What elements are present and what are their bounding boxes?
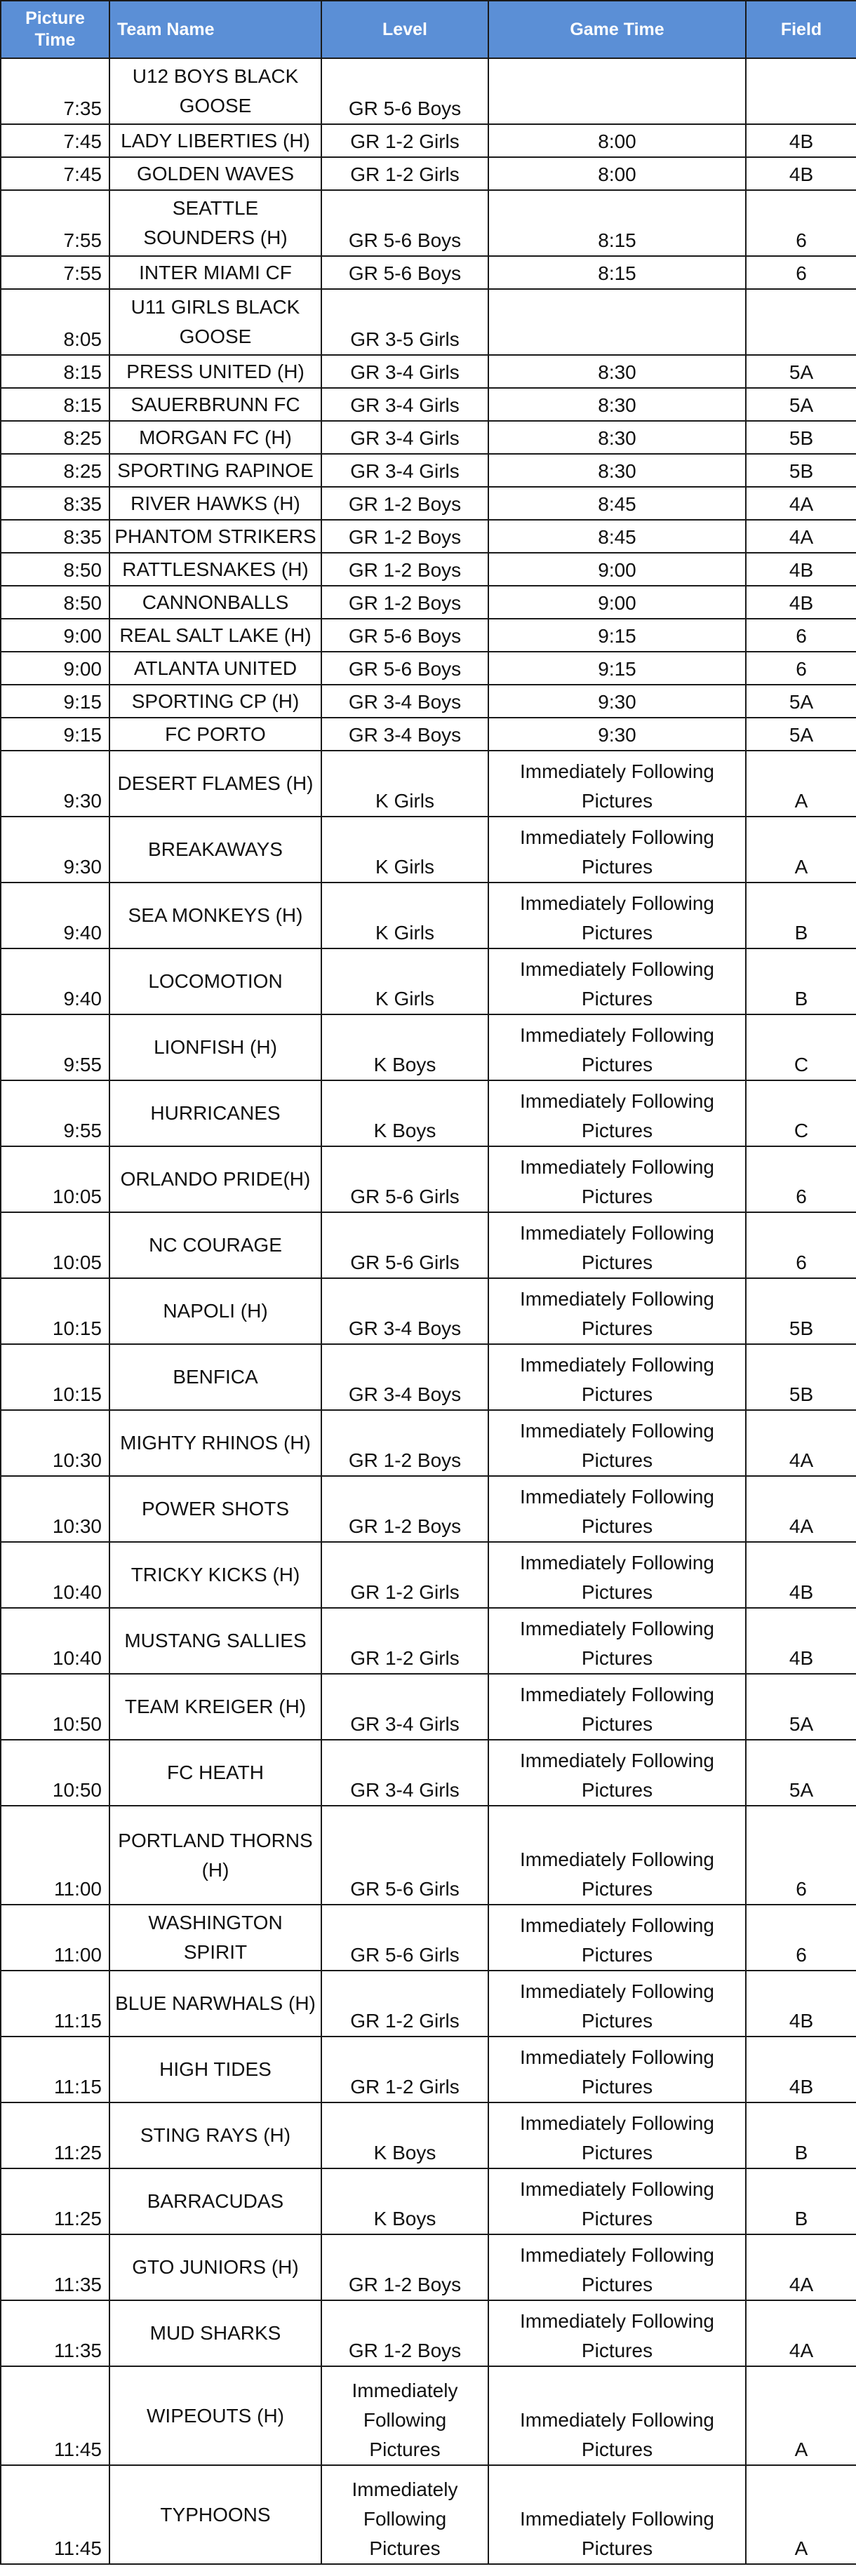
level-cell: GR 3-4 Boys [321, 718, 488, 751]
level-cell: GR 5-6 Boys [321, 652, 488, 685]
field-cell: 4B [746, 2037, 856, 2102]
game-time-cell: Immediately Following Pictures [488, 1806, 746, 1905]
field-cell: B [746, 883, 856, 948]
game-time-cell: Immediately Following Pictures [488, 1542, 746, 1608]
table-row [1, 2465, 856, 2564]
level-cell: GR 5-6 Girls [321, 1806, 488, 1905]
game-time-cell: 8:45 [488, 487, 746, 520]
team-name-cell: FC HEATH [109, 1740, 321, 1806]
field-cell: C [746, 1014, 856, 1080]
picture-time-cell: 9:40 [1, 948, 109, 1014]
team-name-cell: WASHINGTON SPIRIT [109, 1905, 321, 1971]
table-row [1, 1674, 856, 1740]
level-cell: GR 3-4 Girls [321, 454, 488, 487]
level-cell: GR 3-4 Girls [321, 355, 488, 388]
picture-time-cell: 9:40 [1, 883, 109, 948]
team-name-cell: GOLDEN WAVES [109, 157, 321, 190]
level-cell: GR 3-4 Girls [321, 388, 488, 421]
level-cell: K Boys [321, 1014, 488, 1080]
field-cell: 4A [746, 520, 856, 553]
level-cell: GR 3-4 Boys [321, 685, 488, 718]
team-name-cell: HURRICANES [109, 1080, 321, 1146]
field-cell: B [746, 2102, 856, 2168]
field-cell: 4B [746, 553, 856, 586]
table-row [1, 1212, 856, 1278]
team-name-cell: MUSTANG SALLIES [109, 1608, 321, 1674]
field-cell: 4B [746, 586, 856, 619]
game-time-cell: 8:00 [488, 157, 746, 190]
picture-time-cell: 10:40 [1, 1542, 109, 1608]
table-row [1, 817, 856, 883]
team-name-cell: REAL SALT LAKE (H) [109, 619, 321, 652]
picture-time-cell: 7:45 [1, 124, 109, 157]
team-name-cell: PRESS UNITED (H) [109, 355, 321, 388]
table-row [1, 619, 856, 652]
table-row [1, 718, 856, 751]
table-row [1, 2037, 856, 2102]
picture-time-cell: 11:35 [1, 2234, 109, 2300]
field-cell: 4B [746, 157, 856, 190]
picture-time-cell: 11:25 [1, 2168, 109, 2234]
field-cell: A [746, 751, 856, 817]
picture-time-cell: 11:15 [1, 2037, 109, 2102]
team-name-cell: PHANTOM STRIKERS [109, 520, 321, 553]
field-cell: A [746, 817, 856, 883]
level-cell: K Boys [321, 2168, 488, 2234]
team-name-cell: BLUE NARWHALS (H) [109, 1971, 321, 2037]
game-time-cell: Immediately Following Pictures [488, 2366, 746, 2465]
picture-time-cell: 7:55 [1, 190, 109, 256]
field-cell: A [746, 2465, 856, 2564]
picture-time-cell: 10:30 [1, 1410, 109, 1476]
field-cell [746, 289, 856, 355]
team-name-cell: HIGH TIDES [109, 2037, 321, 2102]
picture-time-cell: 10:05 [1, 1212, 109, 1278]
picture-time-cell: 8:15 [1, 388, 109, 421]
field-cell: 4A [746, 2300, 856, 2366]
picture-time-cell: 9:55 [1, 1014, 109, 1080]
game-time-cell: 8:00 [488, 124, 746, 157]
picture-time-cell: 9:00 [1, 619, 109, 652]
level-cell: GR 3-4 Girls [321, 1674, 488, 1740]
level-cell: K Girls [321, 883, 488, 948]
field-cell: 5B [746, 1344, 856, 1410]
table-row [1, 1608, 856, 1674]
picture-time-cell: 9:55 [1, 1080, 109, 1146]
game-time-cell: Immediately Following Pictures [488, 1014, 746, 1080]
team-name-cell: BENFICA [109, 1344, 321, 1410]
picture-time-cell: 8:35 [1, 520, 109, 553]
level-cell: GR 3-4 Girls [321, 1740, 488, 1806]
level-cell: GR 3-4 Boys [321, 1344, 488, 1410]
team-name-cell: SAUERBRUNN FC [109, 388, 321, 421]
field-cell: 4B [746, 124, 856, 157]
level-cell: Immediately Following Pictures [321, 2465, 488, 2564]
table-row [1, 421, 856, 454]
team-name-cell: LOCOMOTION [109, 948, 321, 1014]
game-time-cell: Immediately Following Pictures [488, 1410, 746, 1476]
game-time-cell [488, 58, 746, 124]
table-row [1, 948, 856, 1014]
field-cell: 4A [746, 1476, 856, 1542]
game-time-cell: Immediately Following Pictures [488, 2465, 746, 2564]
table-body [1, 58, 856, 2564]
team-name-cell: BREAKAWAYS [109, 817, 321, 883]
game-time-cell: 8:45 [488, 520, 746, 553]
table-row [1, 652, 856, 685]
level-cell: GR 1-2 Boys [321, 586, 488, 619]
team-name-cell: U12 BOYS BLACK GOOSE [109, 58, 321, 124]
picture-time-cell: 8:50 [1, 586, 109, 619]
level-cell: GR 3-4 Girls [321, 421, 488, 454]
table-row [1, 2234, 856, 2300]
field-cell: 5B [746, 454, 856, 487]
field-cell: 4A [746, 487, 856, 520]
game-time-cell: Immediately Following Pictures [488, 1608, 746, 1674]
table-row [1, 157, 856, 190]
picture-time-cell: 11:45 [1, 2465, 109, 2564]
picture-time-cell: 7:45 [1, 157, 109, 190]
table-row [1, 454, 856, 487]
team-name-cell: POWER SHOTS [109, 1476, 321, 1542]
team-name-cell: LIONFISH (H) [109, 1014, 321, 1080]
team-name-cell: NAPOLI (H) [109, 1278, 321, 1344]
picture-time-header: Picture Time [1, 1, 109, 58]
table-row [1, 1410, 856, 1476]
table-row [1, 388, 856, 421]
field-cell: 6 [746, 652, 856, 685]
level-cell: Immediately Following Pictures [321, 2366, 488, 2465]
field-cell: 6 [746, 190, 856, 256]
field-cell: 5A [746, 355, 856, 388]
team-name-cell: CANNONBALLS [109, 586, 321, 619]
field-cell: B [746, 2168, 856, 2234]
game-time-cell: Immediately Following Pictures [488, 1674, 746, 1740]
table-row [1, 883, 856, 948]
team-name-cell: BARRACUDAS [109, 2168, 321, 2234]
level-cell: GR 1-2 Boys [321, 2300, 488, 2366]
table-row [1, 1740, 856, 1806]
field-cell: 5B [746, 421, 856, 454]
level-cell: GR 1-2 Girls [321, 1971, 488, 2037]
header-row [1, 1, 856, 58]
team-name-cell: TYPHOONS [109, 2465, 321, 2564]
team-name-cell: MIGHTY RHINOS (H) [109, 1410, 321, 1476]
picture-time-cell: 10:50 [1, 1740, 109, 1806]
table-row [1, 2300, 856, 2366]
table-row [1, 190, 856, 256]
game-time-cell: Immediately Following Pictures [488, 1905, 746, 1971]
field-cell: 5A [746, 388, 856, 421]
picture-time-cell: 10:50 [1, 1674, 109, 1740]
picture-time-cell: 8:35 [1, 487, 109, 520]
field-cell [746, 58, 856, 124]
field-cell: 4B [746, 1542, 856, 1608]
picture-time-cell: 9:30 [1, 817, 109, 883]
table-header [1, 1, 856, 58]
level-cell: GR 1-2 Girls [321, 157, 488, 190]
field-cell: 5B [746, 1278, 856, 1344]
game-time-cell: 8:30 [488, 421, 746, 454]
level-cell: GR 5-6 Boys [321, 256, 488, 289]
picture-time-cell: 7:55 [1, 256, 109, 289]
game-time-cell: 8:30 [488, 355, 746, 388]
table-row [1, 685, 856, 718]
team-name-cell: INTER MIAMI CF [109, 256, 321, 289]
level-cell: GR 5-6 Girls [321, 1146, 488, 1212]
game-time-cell: Immediately Following Pictures [488, 1344, 746, 1410]
field-header: Field [746, 1, 856, 58]
picture-time-cell: 8:50 [1, 553, 109, 586]
level-cell: GR 1-2 Boys [321, 2234, 488, 2300]
level-cell: GR 1-2 Girls [321, 2037, 488, 2102]
team-name-cell: MUD SHARKS [109, 2300, 321, 2366]
team-name-cell: DESERT FLAMES (H) [109, 751, 321, 817]
picture-time-cell: 10:05 [1, 1146, 109, 1212]
table-row [1, 1146, 856, 1212]
level-header: Level [321, 1, 488, 58]
table-row [1, 1344, 856, 1410]
game-time-cell: Immediately Following Pictures [488, 1212, 746, 1278]
level-cell: GR 3-4 Boys [321, 1278, 488, 1344]
picture-time-cell: 10:30 [1, 1476, 109, 1542]
team-name-cell: TRICKY KICKS (H) [109, 1542, 321, 1608]
game-time-cell: Immediately Following Pictures [488, 1146, 746, 1212]
picture-time-cell: 9:00 [1, 652, 109, 685]
team-name-cell: RATTLESNAKES (H) [109, 553, 321, 586]
team-name-cell: ORLANDO PRIDE(H) [109, 1146, 321, 1212]
game-time-cell: Immediately Following Pictures [488, 1278, 746, 1344]
field-cell: 5A [746, 1674, 856, 1740]
table-row [1, 1905, 856, 1971]
picture-time-cell: 9:30 [1, 751, 109, 817]
field-cell: 5A [746, 685, 856, 718]
team-name-header: Team Name [109, 1, 321, 58]
game-time-cell: Immediately Following Pictures [488, 883, 746, 948]
game-time-cell: Immediately Following Pictures [488, 2102, 746, 2168]
game-time-cell: 8:30 [488, 388, 746, 421]
picture-time-cell: 11:15 [1, 1971, 109, 2037]
team-name-cell: GTO JUNIORS (H) [109, 2234, 321, 2300]
field-cell: 4B [746, 1971, 856, 2037]
table-row [1, 1806, 856, 1905]
level-cell: GR 1-2 Boys [321, 553, 488, 586]
game-time-cell: Immediately Following Pictures [488, 1971, 746, 2037]
game-time-cell: 9:00 [488, 586, 746, 619]
picture-time-cell: 8:05 [1, 289, 109, 355]
game-time-cell: Immediately Following Pictures [488, 2037, 746, 2102]
table-row [1, 487, 856, 520]
level-cell: GR 5-6 Boys [321, 190, 488, 256]
game-time-cell: 8:15 [488, 256, 746, 289]
table-row [1, 586, 856, 619]
picture-time-cell: 11:35 [1, 2300, 109, 2366]
team-name-cell: WIPEOUTS (H) [109, 2366, 321, 2465]
game-time-cell: Immediately Following Pictures [488, 2234, 746, 2300]
team-name-cell: ATLANTA UNITED [109, 652, 321, 685]
level-cell: K Girls [321, 817, 488, 883]
field-cell: 6 [746, 256, 856, 289]
table-row [1, 2102, 856, 2168]
picture-time-cell: 9:15 [1, 685, 109, 718]
field-cell: 6 [746, 1905, 856, 1971]
table-row [1, 256, 856, 289]
level-cell: K Boys [321, 2102, 488, 2168]
team-name-cell: STING RAYS (H) [109, 2102, 321, 2168]
level-cell: GR 5-6 Boys [321, 58, 488, 124]
table-row [1, 58, 856, 124]
game-time-cell: 9:30 [488, 718, 746, 751]
picture-time-cell: 8:15 [1, 355, 109, 388]
table-row [1, 520, 856, 553]
game-time-cell: Immediately Following Pictures [488, 751, 746, 817]
picture-time-cell: 9:15 [1, 718, 109, 751]
field-cell: 6 [746, 1806, 856, 1905]
picture-time-cell: 7:35 [1, 58, 109, 124]
field-cell: 6 [746, 1146, 856, 1212]
level-cell: GR 1-2 Boys [321, 1476, 488, 1542]
picture-time-cell: 11:00 [1, 1806, 109, 1905]
game-time-cell: 9:30 [488, 685, 746, 718]
game-time-cell: 9:00 [488, 553, 746, 586]
level-cell: GR 1-2 Boys [321, 520, 488, 553]
field-cell: C [746, 1080, 856, 1146]
field-cell: 4A [746, 2234, 856, 2300]
game-time-cell: Immediately Following Pictures [488, 948, 746, 1014]
team-name-cell: LADY LIBERTIES (H) [109, 124, 321, 157]
game-time-cell: Immediately Following Pictures [488, 1080, 746, 1146]
level-cell: GR 1-2 Girls [321, 1542, 488, 1608]
game-time-cell: 9:15 [488, 619, 746, 652]
level-cell: GR 1-2 Boys [321, 1410, 488, 1476]
level-cell: K Boys [321, 1080, 488, 1146]
game-time-header: Game Time [488, 1, 746, 58]
picture-time-cell: 10:40 [1, 1608, 109, 1674]
picture-time-cell: 8:25 [1, 454, 109, 487]
table-row [1, 2366, 856, 2465]
level-cell: GR 5-6 Girls [321, 1905, 488, 1971]
table-row [1, 289, 856, 355]
game-time-cell: Immediately Following Pictures [488, 2300, 746, 2366]
level-cell: GR 1-2 Girls [321, 124, 488, 157]
team-name-cell: RIVER HAWKS (H) [109, 487, 321, 520]
level-cell: GR 5-6 Girls [321, 1212, 488, 1278]
picture-time-cell: 11:00 [1, 1905, 109, 1971]
table-row [1, 1080, 856, 1146]
level-cell: K Girls [321, 751, 488, 817]
game-time-cell: Immediately Following Pictures [488, 817, 746, 883]
team-name-cell: SPORTING CP (H) [109, 685, 321, 718]
team-name-cell: SEATTLE SOUNDERS (H) [109, 190, 321, 256]
team-name-cell: FC PORTO [109, 718, 321, 751]
table-row [1, 1971, 856, 2037]
table-row [1, 1542, 856, 1608]
table-row [1, 1014, 856, 1080]
table-row [1, 2168, 856, 2234]
game-time-cell: 8:30 [488, 454, 746, 487]
picture-time-cell: 10:15 [1, 1278, 109, 1344]
team-name-cell: U11 GIRLS BLACK GOOSE [109, 289, 321, 355]
team-name-cell: PORTLAND THORNS (H) [109, 1806, 321, 1905]
game-time-cell: 8:15 [488, 190, 746, 256]
table-row [1, 1278, 856, 1344]
picture-time-cell: 11:25 [1, 2102, 109, 2168]
field-cell: 5A [746, 718, 856, 751]
picture-time-cell: 11:45 [1, 2366, 109, 2465]
field-cell: 6 [746, 1212, 856, 1278]
field-cell: 6 [746, 619, 856, 652]
field-cell: 4A [746, 1410, 856, 1476]
level-cell: GR 1-2 Girls [321, 1608, 488, 1674]
picture-time-cell: 8:25 [1, 421, 109, 454]
team-name-cell: TEAM KREIGER (H) [109, 1674, 321, 1740]
game-time-cell: 9:15 [488, 652, 746, 685]
table-row [1, 553, 856, 586]
field-cell: A [746, 2366, 856, 2465]
game-time-cell: Immediately Following Pictures [488, 1476, 746, 1542]
level-cell: K Girls [321, 948, 488, 1014]
field-cell: 4B [746, 1608, 856, 1674]
game-time-cell [488, 289, 746, 355]
level-cell: GR 1-2 Boys [321, 487, 488, 520]
team-name-cell: MORGAN FC (H) [109, 421, 321, 454]
field-cell: 5A [746, 1740, 856, 1806]
game-time-cell: Immediately Following Pictures [488, 1740, 746, 1806]
field-cell: B [746, 948, 856, 1014]
table-row [1, 124, 856, 157]
table-row [1, 1476, 856, 1542]
team-name-cell: SEA MONKEYS (H) [109, 883, 321, 948]
team-name-cell: NC COURAGE [109, 1212, 321, 1278]
game-time-cell: Immediately Following Pictures [488, 2168, 746, 2234]
table-row [1, 355, 856, 388]
table-row [1, 751, 856, 817]
level-cell: GR 5-6 Boys [321, 619, 488, 652]
picture-time-cell: 10:15 [1, 1344, 109, 1410]
team-name-cell: SPORTING RAPINOE [109, 454, 321, 487]
level-cell: GR 3-5 Girls [321, 289, 488, 355]
